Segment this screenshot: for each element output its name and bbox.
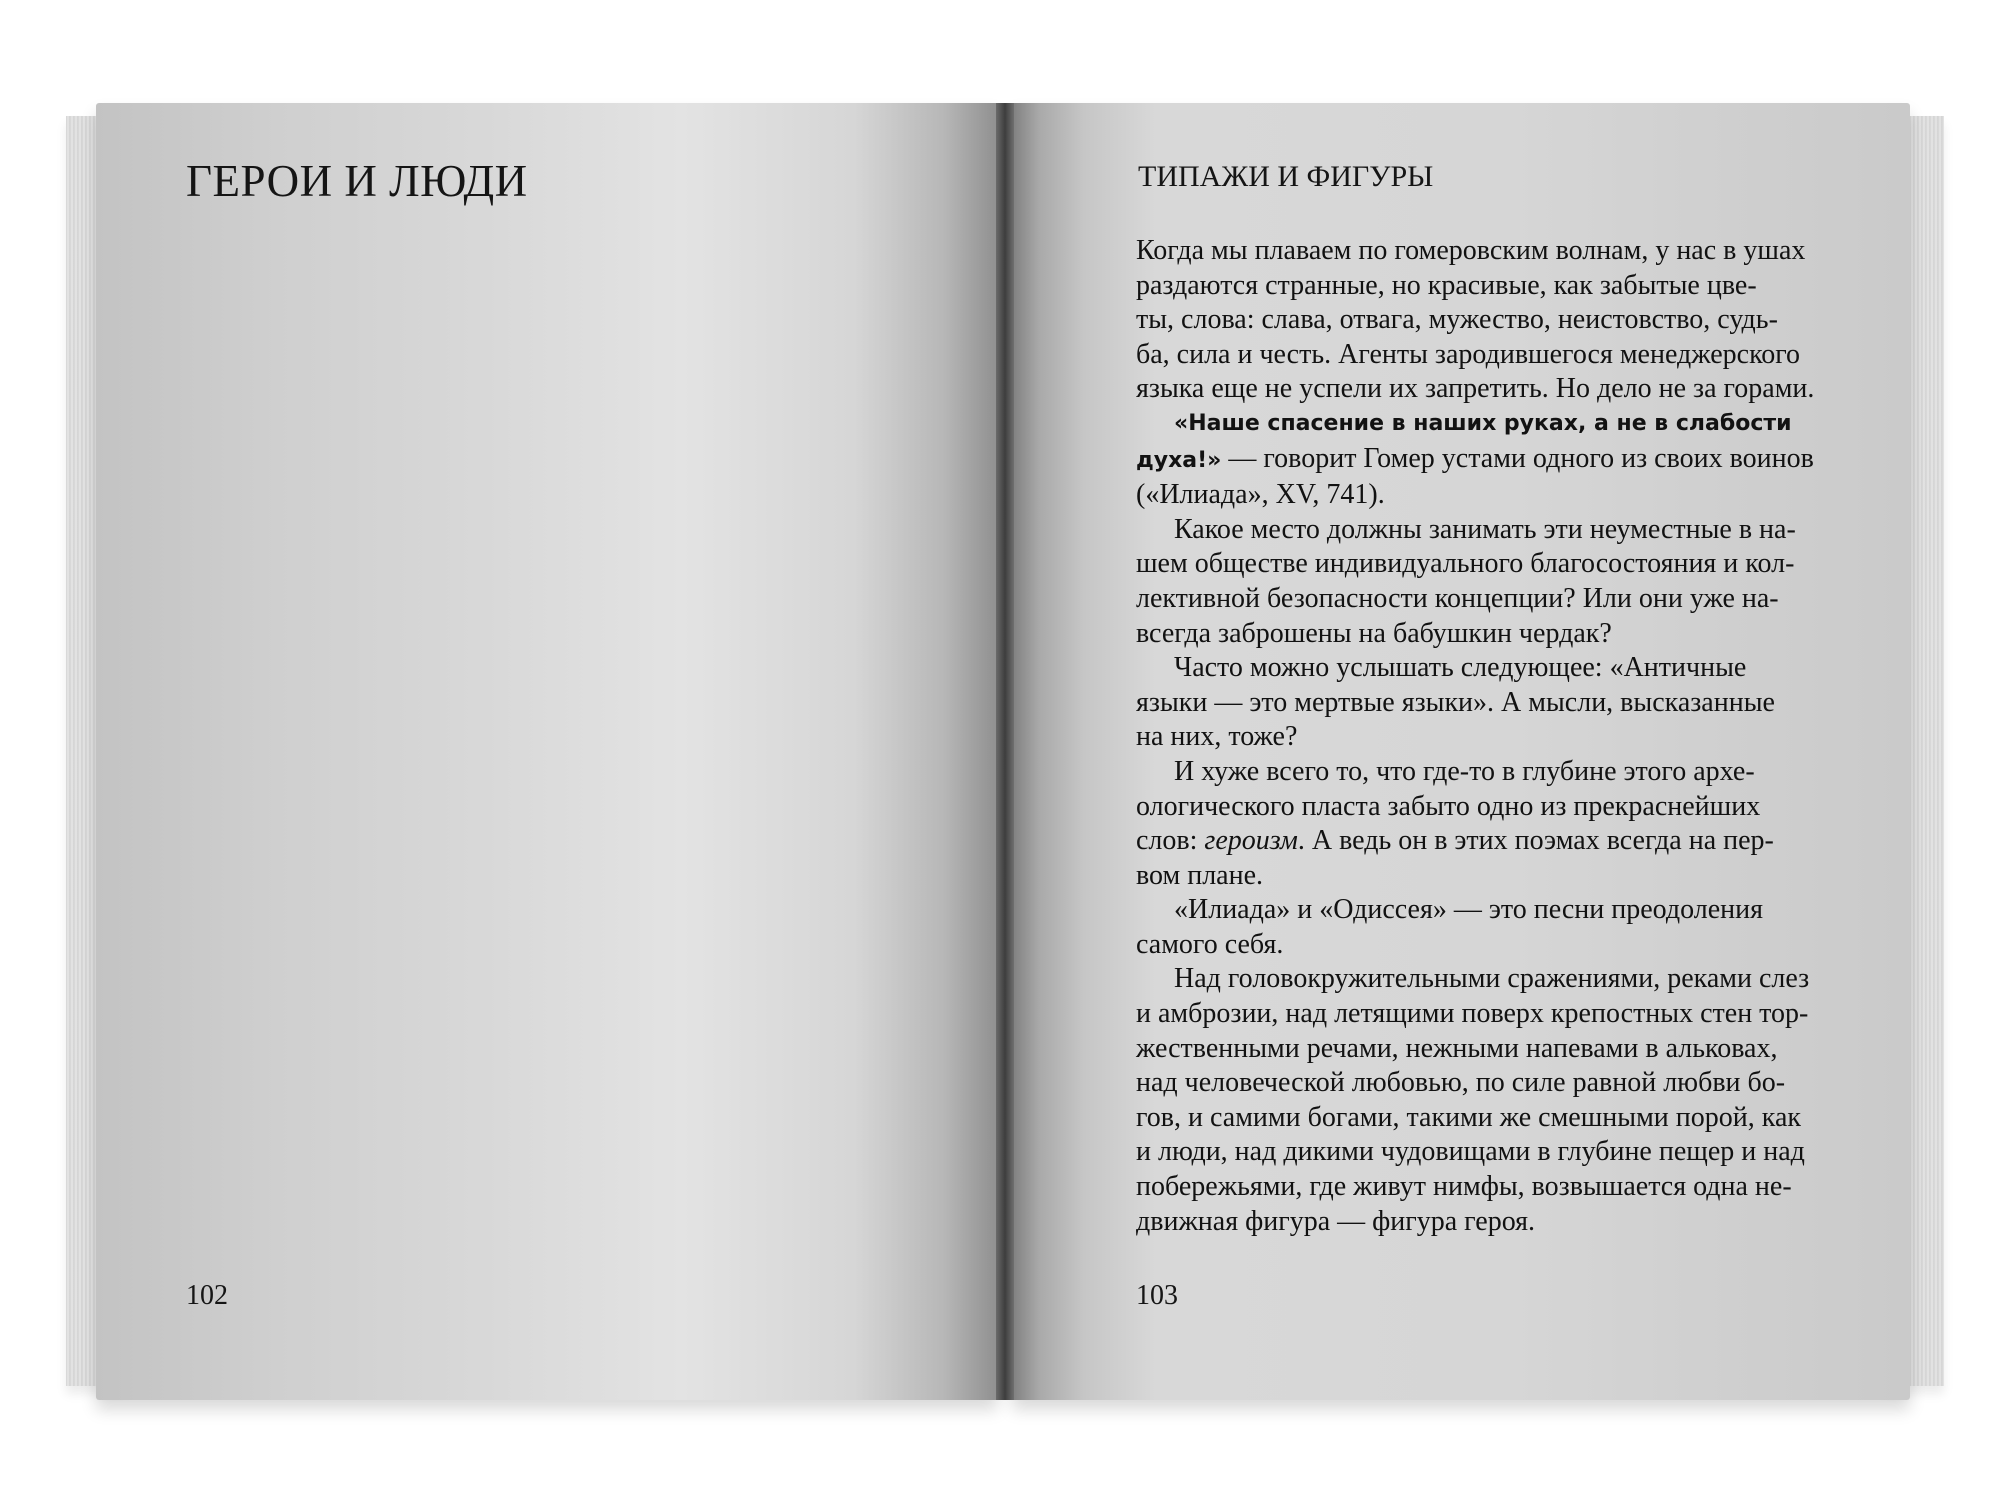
quote-end: духа!» — [1136, 447, 1222, 473]
page-number-right: 103 — [1136, 1280, 1178, 1311]
text-line: гов, и самими богами, такими же смешными порой, как — [1136, 1101, 1801, 1133]
text-line — [1136, 442, 1836, 479]
text-line: Когда мы плаваем по гомеровским волнам, у нас в ушах — [1136, 235, 1806, 266]
text-line: Над головокружительными сражениями, реками слез — [1174, 963, 1810, 995]
text-line: Какое место должны занимать эти неуместные в на- — [1174, 513, 1796, 545]
text-line: самого себя. — [1136, 928, 1284, 960]
text-line: («Илиада», XV, 741). — [1136, 479, 1385, 511]
text-line: и амброзии, над летящими поверх крепостных стен тор- — [1136, 998, 1809, 1030]
italic-word: героизм — [1204, 825, 1298, 857]
text-line: ты, слова: слава, отвага, мужество, неистовство, судь- — [1136, 304, 1778, 336]
text-fragment: слов: — [1136, 825, 1205, 857]
text-line: ба, сила и честь. Агенты зародившегося менеджерского — [1136, 338, 1801, 370]
text-line: Часто можно услышать следующее: «Античные — [1174, 652, 1747, 684]
text-line: ологического пласта забыто одно из прекраснейших — [1136, 790, 1761, 822]
left-page — [96, 103, 998, 1400]
text-line: и люди, над дикими чудовищами в глубине пещер и над — [1136, 1136, 1805, 1168]
running-head: ТИПАЖИ И ФИГУРЫ — [1138, 160, 1434, 193]
text-line: побережьями, где живут нимфы, возвышается одна не- — [1136, 1171, 1792, 1203]
quote-attribution: — говорит Гомер устами одного из своих воинов — [1221, 442, 1814, 474]
chapter-title: ГЕРОИ И ЛЮДИ — [186, 156, 528, 206]
book-gutter — [996, 103, 1014, 1400]
text-line: языка еще не успели их запретить. Но дело не за горами. — [1136, 373, 1815, 405]
page-number-left: 102 — [186, 1280, 228, 1311]
text-line: И хуже всего то, что где-то в глубине этого архе- — [1174, 755, 1755, 787]
text-line: языки — это мертвые языки». А мысли, высказанные — [1136, 686, 1775, 718]
text-fragment: . А ведь он в этих поэмах всегда на пер- — [1297, 825, 1774, 857]
text-line: шем обществе индивидуального благосостояния и кол- — [1136, 548, 1795, 580]
text-line: движная фигура — фигура героя. — [1136, 1205, 1536, 1237]
text-line: раздаются странные, но красивые, как забытые цве- — [1136, 269, 1757, 301]
text-line: лективной безопасности концепции? Или они уже на- — [1136, 582, 1779, 614]
text-line: на них, тоже? — [1136, 721, 1298, 753]
text-line: вом плане. — [1136, 859, 1264, 891]
text-line — [1136, 824, 1836, 859]
text-line: всегда заброшены на бабушкин чердак? — [1136, 617, 1612, 649]
quote-line: «Наше спасение в наших руках, а не в слабости — [1174, 410, 1792, 436]
body-text — [1136, 234, 1836, 1239]
text-line: жественными речами, нежными напевами в альковах, — [1136, 1032, 1778, 1064]
text-line: над человеческой любовью, по силе равной любви бо- — [1136, 1067, 1786, 1099]
text-line: «Илиада» и «Одиссея» — это песни преодоления — [1174, 894, 1763, 926]
